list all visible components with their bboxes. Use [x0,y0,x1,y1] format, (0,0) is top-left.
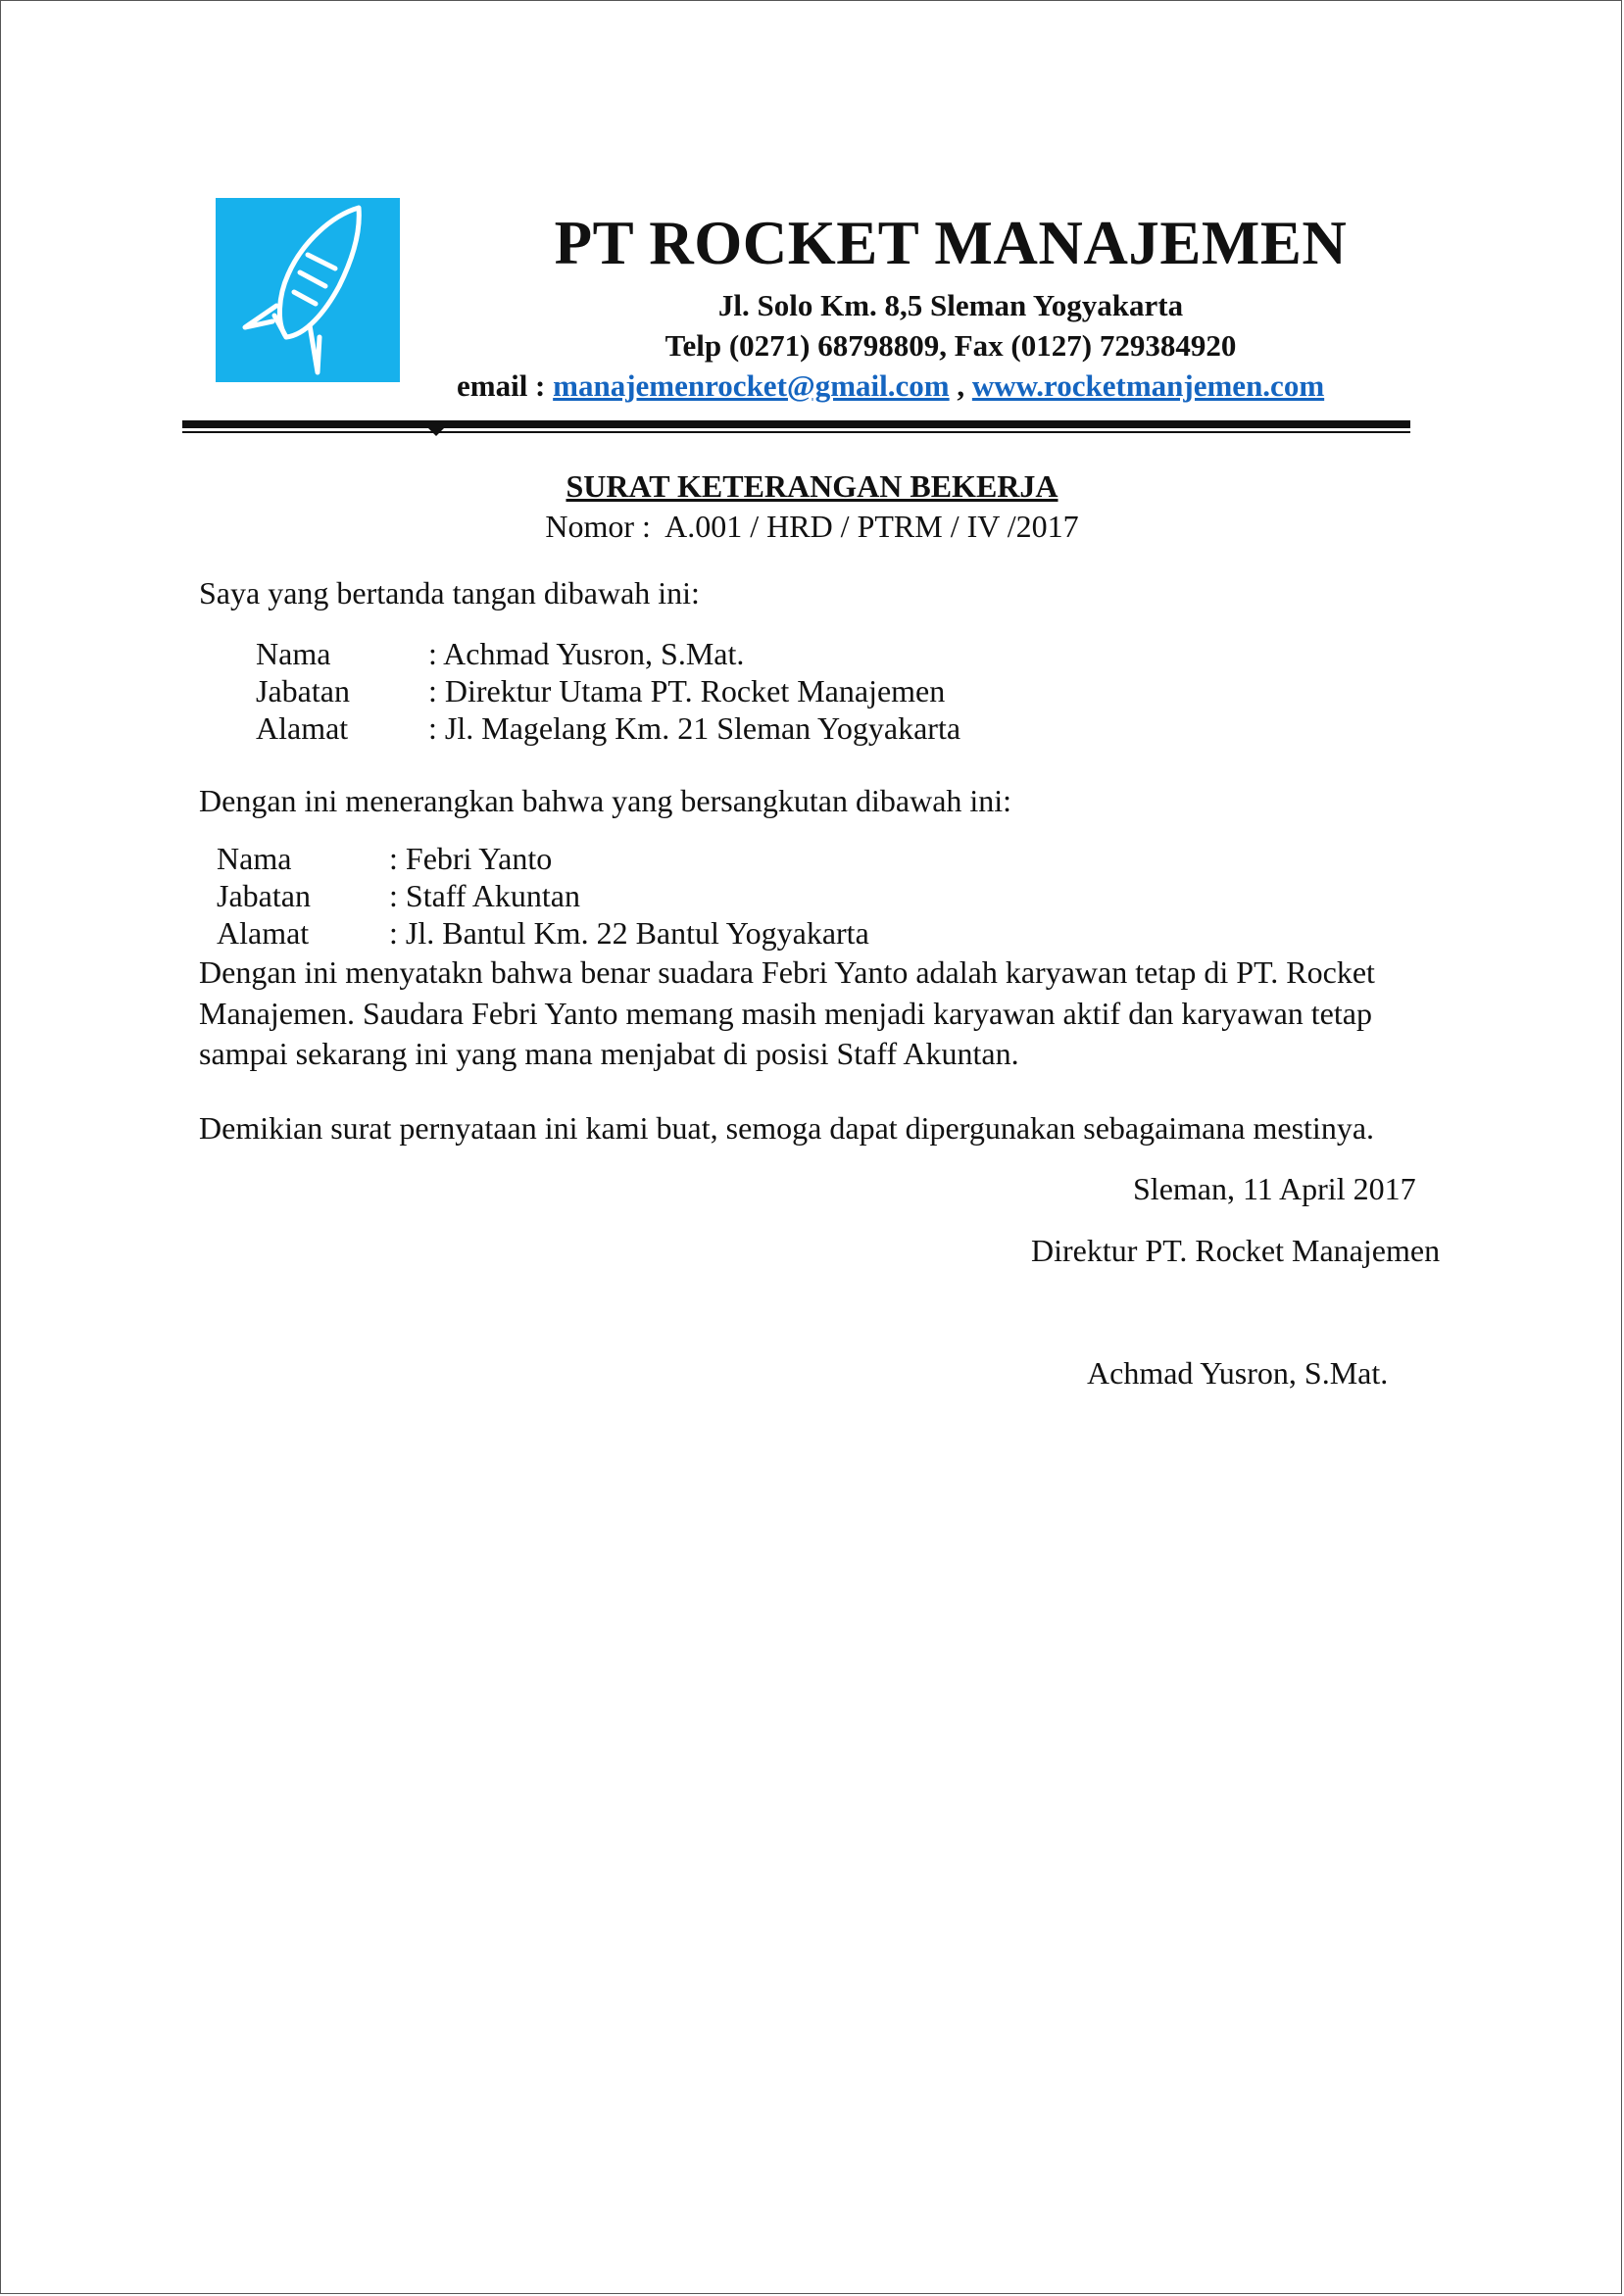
header-rule-thin [182,431,1410,433]
statement-line: Dengan ini menyatakn bahwa benar suadara Febri Yanto adalah karyawan tetap di PT. Rocket [199,954,1375,990]
signer-address-label: Alamat [256,710,349,746]
email-label: email : [457,368,554,403]
signer-position-value: : Direktur Utama PT. Rocket Manajemen [428,673,946,708]
email-link[interactable]: manajemenrocket@gmail.com [553,368,950,403]
rocket-icon [216,198,400,382]
header-rule-thick [182,420,1410,428]
closing-text: Demikian surat pernyataan ini kami buat, semoga dapat dipergunakan sebagaimana mestinya. [199,1110,1375,1146]
company-phone-fax: Telp (0271) 68798809, Fax (0127) 729384920 [664,328,1237,363]
letter-number: Nomor : A.001 / HRD / PTRM / IV /2017 [545,509,1079,544]
employee-address-value: : Jl. Bantul Km. 22 Bantul Yogyakarta [389,915,869,951]
signer-name-label: Nama [256,636,331,671]
company-logo [216,198,400,382]
header-rule-notch [427,427,445,436]
company-name: PT ROCKET MANAJEMEN [554,209,1348,277]
signer-name-value: : Achmad Yusron, S.Mat. [428,636,745,671]
employee-position-label: Jabatan [217,878,311,913]
company-address: Jl. Solo Km. 8,5 Sleman Yogyakarta [717,288,1184,322]
signer-title: Direktur PT. Rocket Manajemen [1031,1233,1441,1268]
company-contact-line [457,368,1324,404]
employee-address-label: Alamat [217,915,310,951]
employee-name-label: Nama [217,841,292,876]
intro-text: Saya yang bertanda tangan dibawah ini: [199,575,700,611]
employee-name-value: : Febri Yanto [389,841,553,876]
statement-paragraph [199,953,1444,1075]
statement-line: sampai sekarang ini yang mana menjabat di posisi Staff Akuntan. [199,1036,1019,1071]
website-link[interactable]: www.rocketmanjemen.com [971,368,1325,403]
employee-position-value: : Staff Akuntan [389,878,580,913]
signer-position-label: Jabatan [256,673,350,708]
signer-name: Achmad Yusron, S.Mat. [1087,1355,1389,1391]
intro2-text: Dengan ini menerangkan bahwa yang bersangkutan dibawah ini: [199,783,1012,818]
statement-line: Manajemen. Saudara Febri Yanto memang masih menjadi karyawan aktif dan karyawan tetap [199,995,1372,1031]
signer-address-value: : Jl. Magelang Km. 21 Sleman Yogyakarta [428,710,961,746]
letter-title: SURAT KETERANGAN BEKERJA [566,468,1058,504]
contact-separator: , [949,368,972,403]
place-date: Sleman, 11 April 2017 [1133,1171,1416,1206]
